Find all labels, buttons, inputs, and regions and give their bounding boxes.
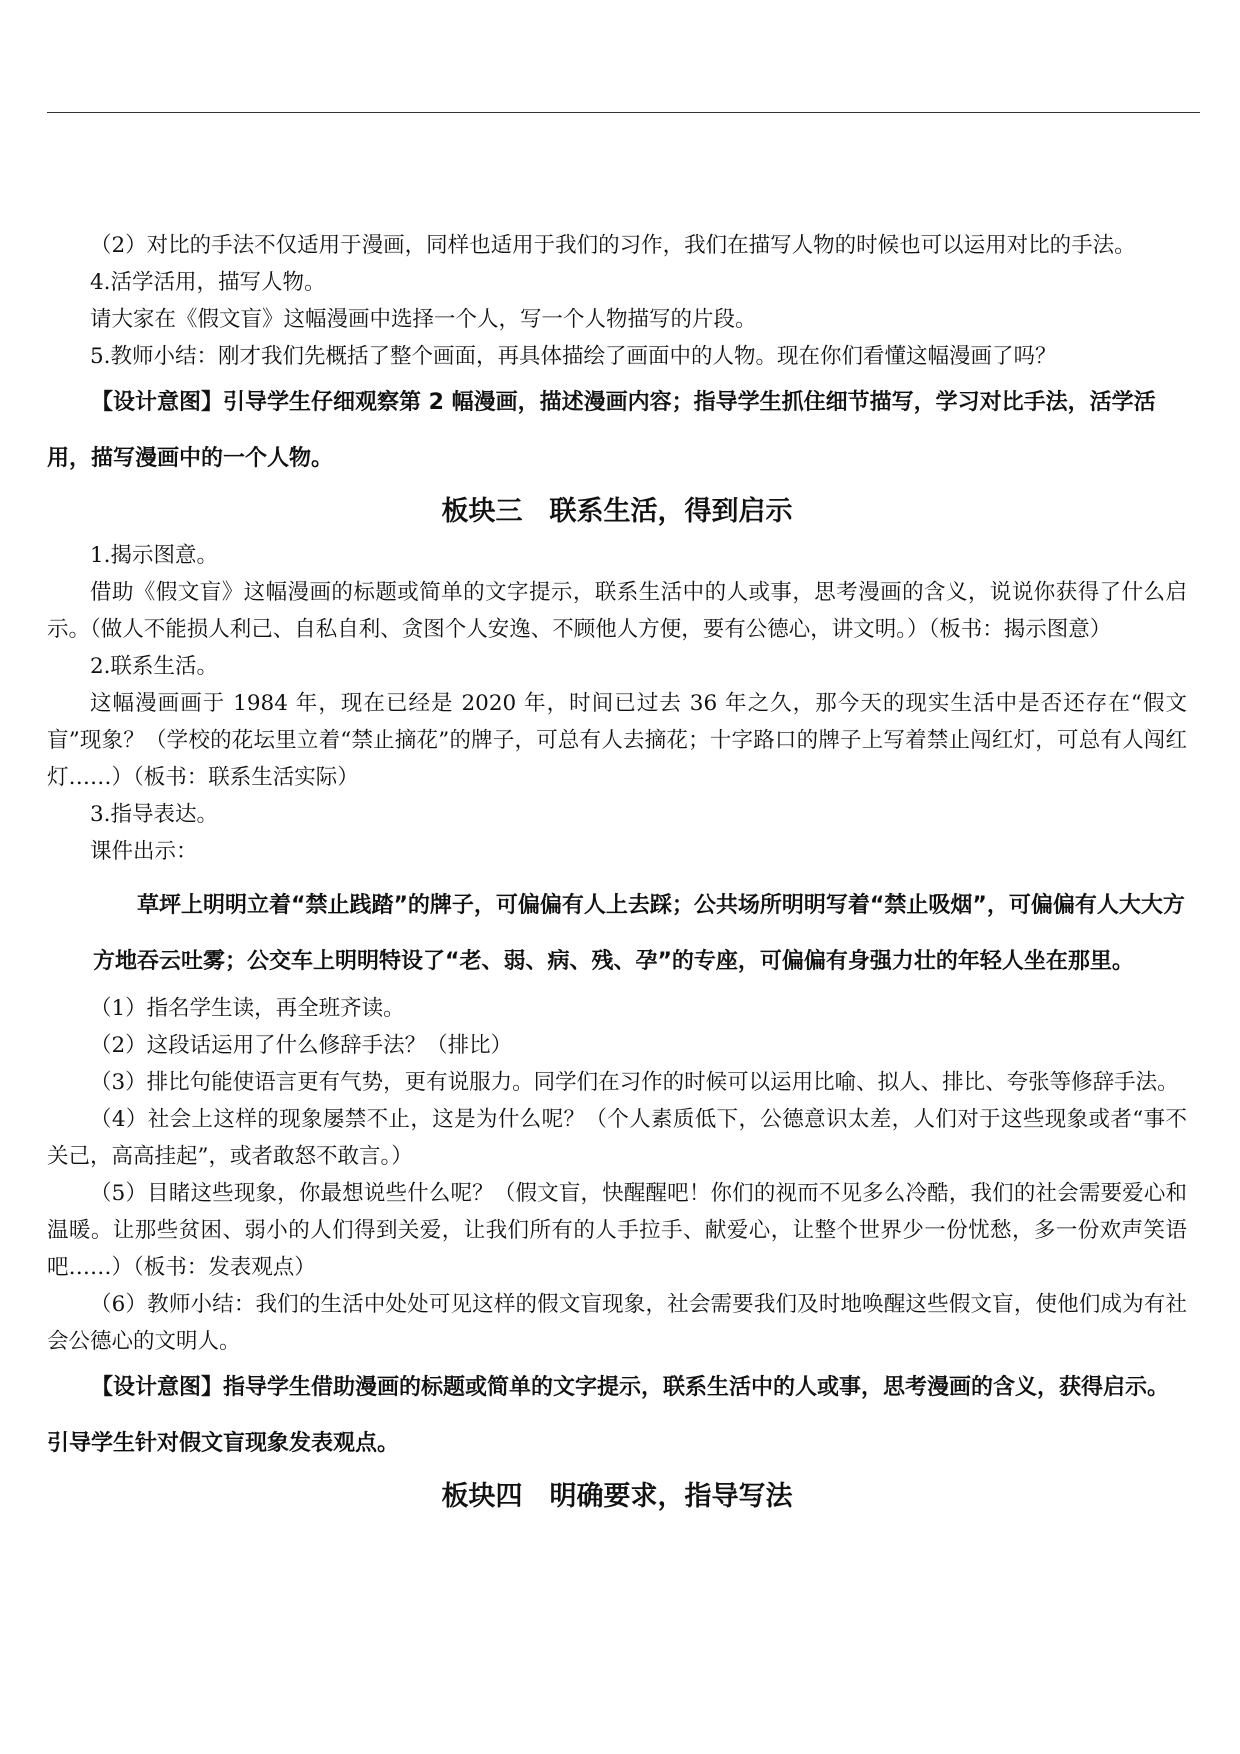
paragraph-step-2: 2.联系生活。 [90, 654, 219, 679]
paragraph-real-life: 这幅漫画画于 1984 年，现在已经是 2020 年，时间已过去 36 年之久，那今天的现实生活中是否还存在“假文盲”现象？（学校的花坛里立着“禁止摘花”的牌子，可总有人去摘花；十字路口的牌子上写着禁止闯红灯，可总有人闯红灯……）（板书：联系生活实际） [47, 691, 1187, 790]
paragraph-sub-3: （3）排比句能使语言更有气势，更有说服力。同学们在习作的时候可以运用比喻、拟人、排比、夸张等修辞手法。 [90, 1070, 1179, 1095]
design-intent-2: 【设计意图】指导学生借助漫画的标题或简单的文字提示，联系生活中的人或事，思考漫画的含义，获得启示。引导学生针对假文盲现象发表观点。 [47, 1375, 1170, 1456]
paragraph-courseware: 课件出示： [90, 839, 198, 864]
paragraph-sub-5: （5）目睹这些现象，你最想说些什么呢？（假文盲，快醒醒吧！你们的视而不见多么冷酷，我们的社会需要爱心和温暖。让那些贫困、弱小的人们得到关爱，让我们所有的人手拉手、献爱心，让整个世界少一份忧愁，多一份欢声笑语吧……）（板书：发表观点） [47, 1181, 1187, 1280]
paragraph-sub-4: （4）社会上这样的现象屡禁不止，这是为什么呢？（个人素质低下，公德意识太差，人们对于这些现象或者“事不关己，高高挂起”，或者敢怒不敢言。） [47, 1107, 1187, 1169]
design-intent-1: 【设计意图】引导学生仔细观察第 2 幅漫画，描述漫画内容；指导学生抓住细节描写，学习对比手法，活学活用，描写漫画中的一个人物。 [47, 390, 1156, 471]
section-4-title: 板块四 明确要求，指导写法 [441, 1481, 793, 1512]
paragraph-step-1: 1.揭示图意。 [90, 543, 219, 568]
paragraph-sub-2: （2）这段话运用了什么修辞手法？（排比） [90, 1033, 513, 1058]
paragraph-reveal-meaning: 借助《假文盲》这幅漫画的标题或简单的文字提示，联系生活中的人或事，思考漫画的含义，说说你获得了什么启示。（做人不能损人利己、自私自利、贪图个人安逸、不顾他人方便，要有公德心，讲文明。）（板书：揭示图意） [47, 580, 1187, 642]
section-3-title: 板块三 联系生活，得到启示 [441, 496, 793, 527]
courseware-quote [47, 878, 1187, 990]
paragraph-task: 请大家在《假文盲》这幅漫画中选择一个人，写一个人物描写的片段。 [90, 307, 757, 332]
paragraph-contrast-technique: （2）对比的手法不仅适用于漫画，同样也适用于我们的习作，我们在描写人物的时候也可以运用对比的手法。 [90, 233, 1136, 258]
paragraph-sub-1: （1）指名学生读，再全班齐读。 [90, 996, 405, 1021]
paragraph-step-3: 3.指导表达。 [90, 802, 219, 827]
paragraph-step-4: 4.活学活用，描写人物。 [90, 270, 326, 295]
paragraph-sub-6: （6）教师小结：我们的生活中处处可见这样的假文盲现象，社会需要我们及时地唤醒这些假文盲，使他们成为有社会公德心的文明人。 [47, 1292, 1187, 1354]
document-body [47, 227, 1187, 1522]
paragraph-step-5: 5.教师小结：刚才我们先概括了整个画面，再具体描绘了画面中的人物。现在你们看懂这幅漫画了吗？ [90, 344, 1057, 369]
courseware-quote-text: 草坪上明明立着“禁止践踏”的牌子，可偏偏有人上去踩；公共场所明明写着“禁止吸烟”，可偏偏有人大大方方地吞云吐雾；公交车上明明特设了“老、弱、病、残、孕”的专座，可偏偏有身强力壮的年轻人坐在那里。 [93, 893, 1185, 974]
header-rule [47, 112, 1200, 113]
